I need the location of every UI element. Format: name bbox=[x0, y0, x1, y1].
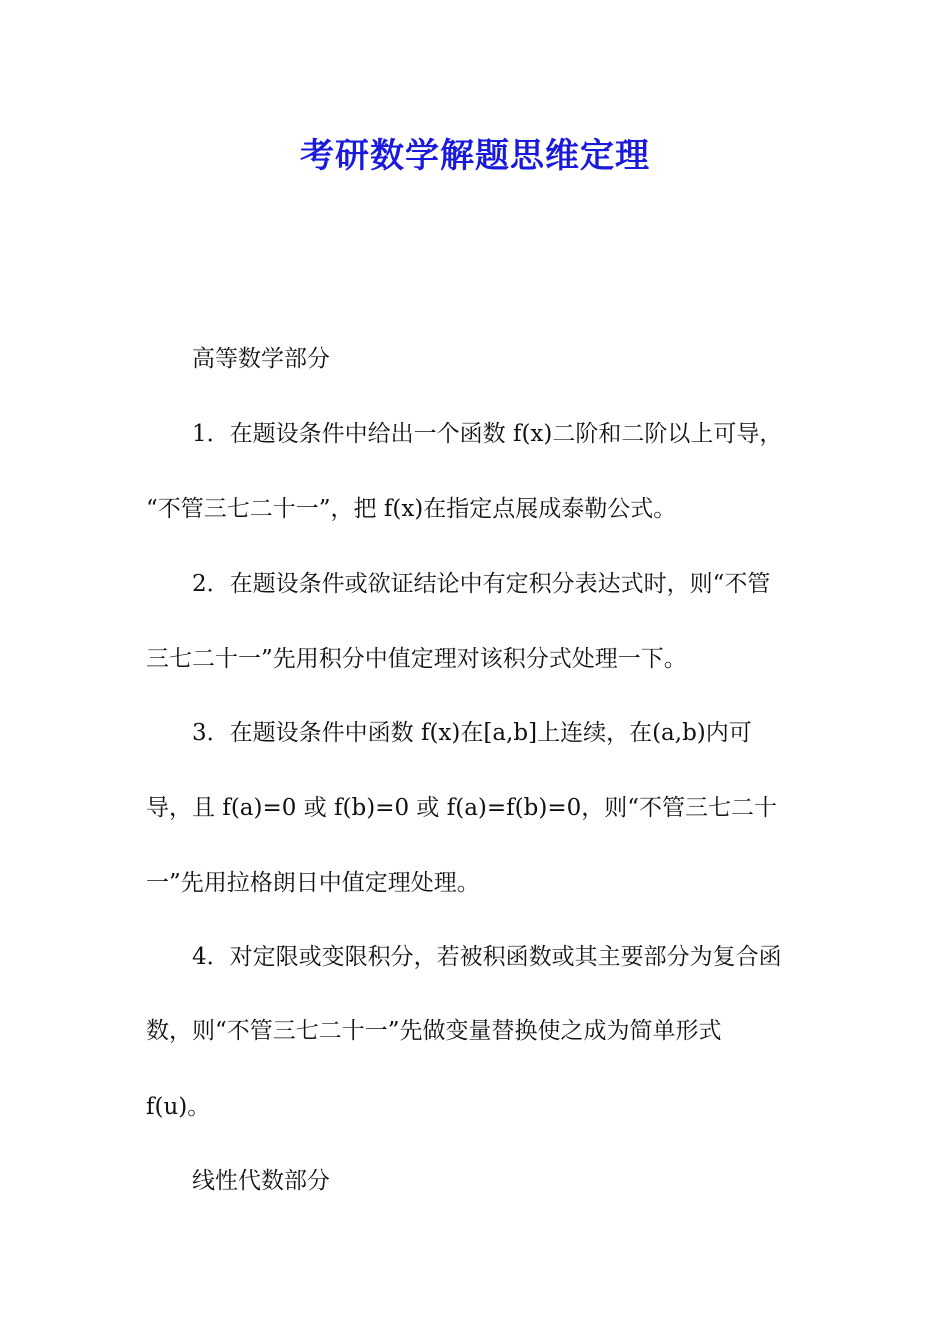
paragraph-3-line-1: 3．在题设条件中函数 f(x)在[a,b]上连续，在(a,b)内可 bbox=[192, 720, 752, 746]
document-title: 考研数学解题思维定理 bbox=[300, 136, 650, 176]
section-heading-linear-algebra: 线性代数部分 bbox=[192, 1168, 330, 1194]
paragraph-2-line-1: 2．在题设条件或欲证结论中有定积分表达式时，则“不管 bbox=[192, 571, 771, 597]
section-heading-calculus: 高等数学部分 bbox=[192, 346, 330, 372]
paragraph-4-line-1: 4．对定限或变限积分，若被积函数或其主要部分为复合函 bbox=[192, 944, 782, 970]
paragraph-4-line-2: 数，则“不管三七二十一”先做变量替换使之成为简单形式 bbox=[146, 1018, 722, 1044]
paragraph-2-line-2: 三七二十一”先用积分中值定理对该积分式处理一下。 bbox=[146, 646, 687, 672]
paragraph-3-line-2: 导，且 f(a)=0 或 f(b)=0 或 f(a)=f(b)=0，则“不管三七二十 bbox=[146, 795, 778, 821]
paragraph-3-line-3: 一”先用拉格朗日中值定理处理。 bbox=[146, 870, 480, 896]
paragraph-4-line-3: f(u)。 bbox=[146, 1094, 211, 1120]
paragraph-1-line-1: 1．在题设条件中给出一个函数 f(x)二阶和二阶以上可导， bbox=[192, 421, 783, 447]
paragraph-1-line-2: “不管三七二十一”，把 f(x)在指定点展成泰勒公式。 bbox=[146, 496, 677, 522]
